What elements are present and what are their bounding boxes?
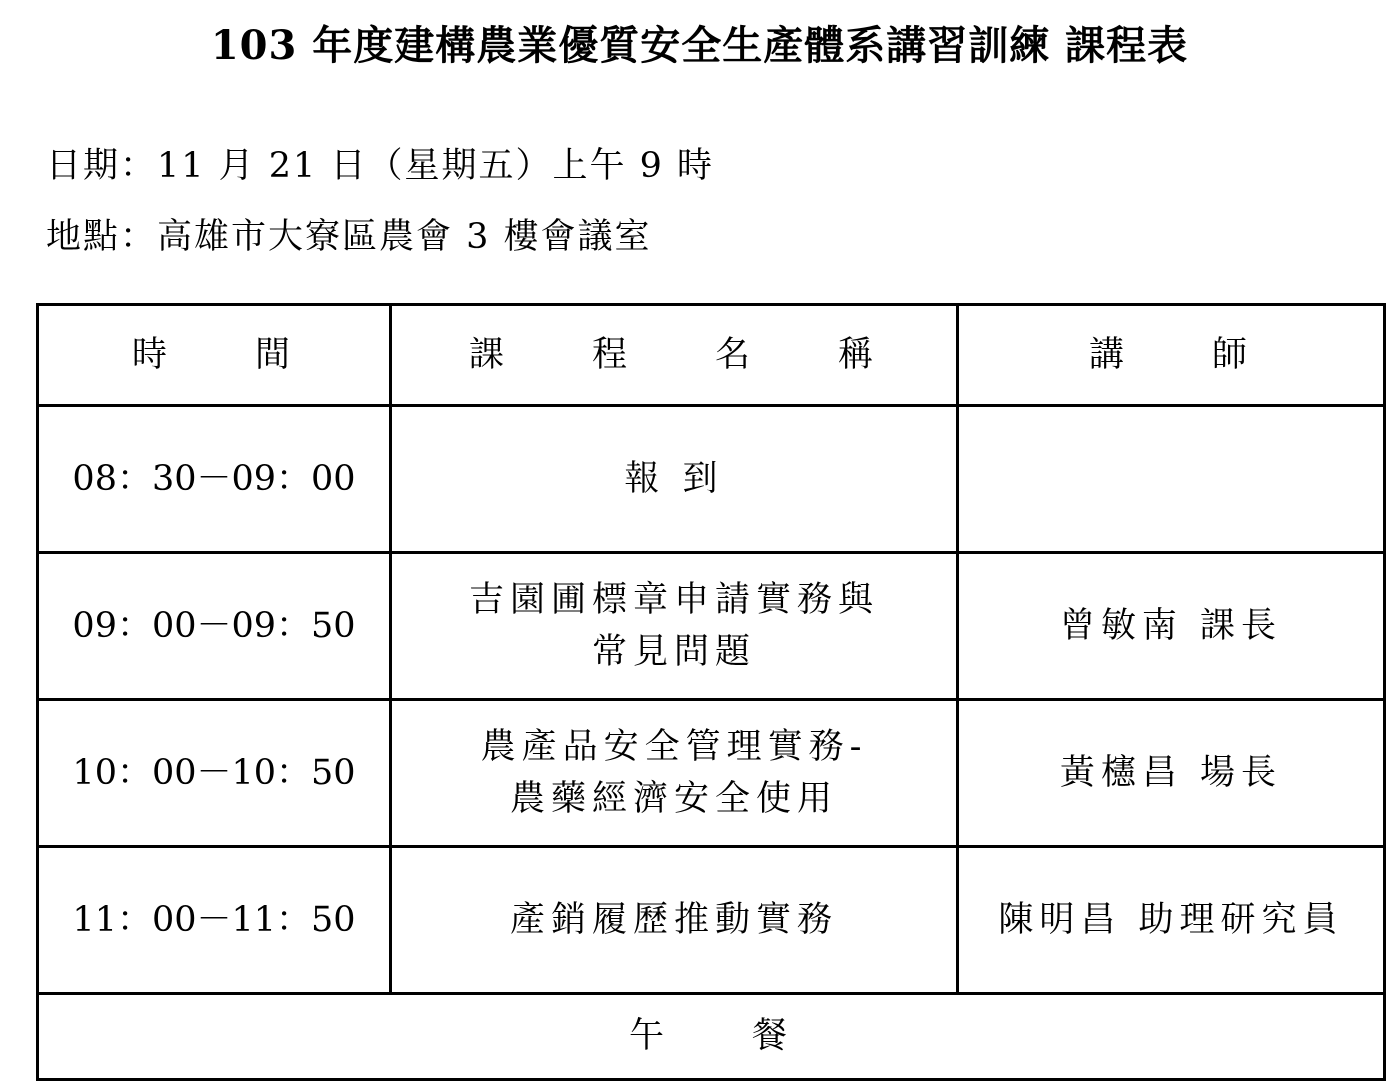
table-row [38,553,1385,700]
header-course: 課 程 名 稱 [391,305,958,406]
header-teacher: 講 師 [958,305,1385,406]
row-teacher: 曾敏南 課長 [958,553,1385,700]
table-row [38,406,1385,553]
row-teacher [958,406,1385,553]
date-line: 日期：11 月 21 日（星期五）上午 9 時 [46,146,714,186]
lunch-row [38,994,1385,1080]
header-time: 時 間 [38,305,391,406]
table-row [38,847,1385,994]
document-title: 103 年度建構農業優質安全生產體系講習訓練 課程表 [210,22,1189,69]
row-teacher: 陳明昌 助理研究員 [958,847,1385,994]
schedule-table [36,303,1386,1081]
row-time: 10：00－10：50 [38,700,391,847]
place-line: 地點：高雄市大寮區農會 3 樓會議室 [46,217,652,257]
table-header-row [38,305,1385,406]
row-course: 吉園圃標章申請實務與 常見問題 [391,553,958,700]
row-course: 產銷履歷推動實務 [391,847,958,994]
lunch-cell: 午 餐 [38,994,1385,1080]
row-course: 農產品安全管理實務- 農藥經濟安全使用 [391,700,958,847]
row-time: 08：30－09：00 [38,406,391,553]
row-course: 報 到 [391,406,958,553]
row-teacher: 黃櫶昌 場長 [958,700,1385,847]
table-row [38,700,1385,847]
row-time: 11：00－11：50 [38,847,391,994]
row-time: 09：00－09：50 [38,553,391,700]
